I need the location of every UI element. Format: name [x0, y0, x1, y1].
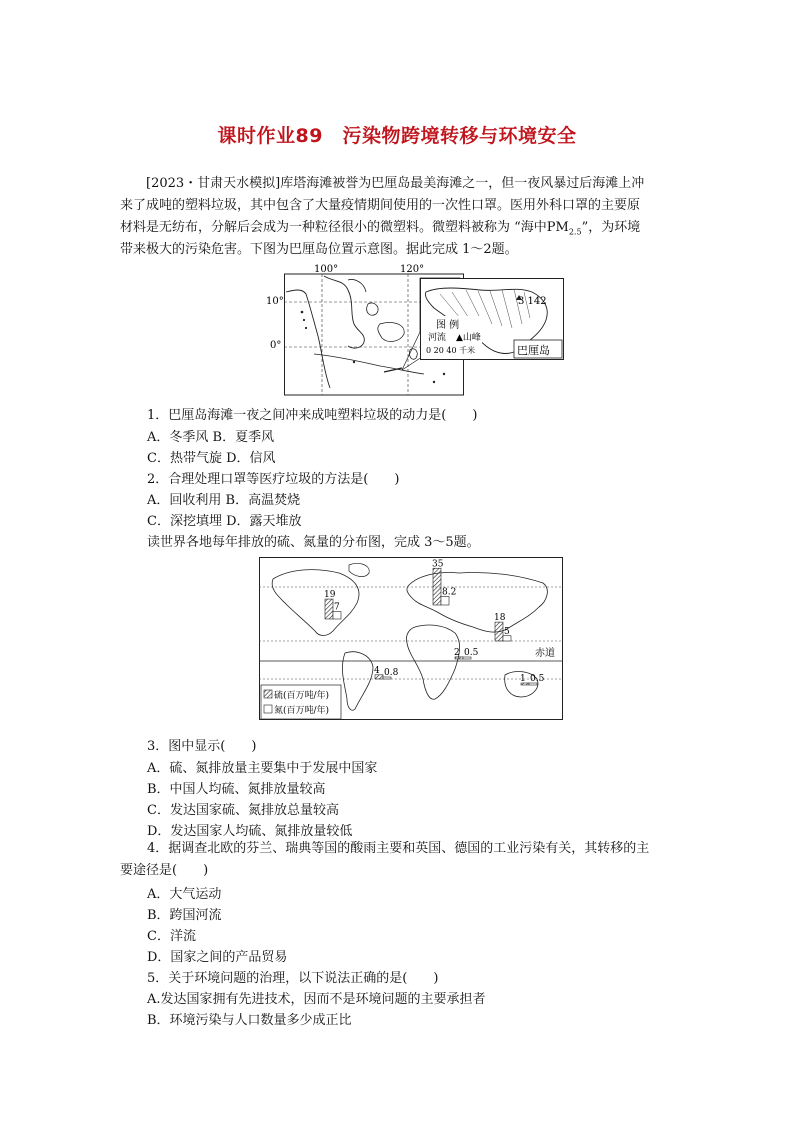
intro-line-3: 材料是无纺布，分解后会成为一种粒径很小的微塑料。微塑料被称为 “海中$PM_{2.5}$”，为环境 — [120, 220, 641, 237]
nitrogen-bar-0 — [333, 612, 341, 619]
intro-line-2: 来了成吨的塑料垃圾，其中包含了大量疫情期间使用的一次性口罩。医用外科口罩的主要原 — [120, 198, 641, 213]
question-3: 3．图中显示( ) — [147, 739, 257, 754]
nitrogen-label-0: 7 — [334, 602, 340, 613]
legend-nitrogen: 氮(百万吨/年) — [274, 706, 330, 716]
lead-q3-5: 读世界各地每年排放的硫、氮量的分布图，完成 3～5题。 — [147, 535, 480, 550]
q4-option-a: A．大气运动 — [147, 887, 222, 902]
legend-swatch-sulfur — [264, 690, 272, 698]
q4-option-b: B．跨国河流 — [147, 908, 222, 923]
world-emission-map — [259, 557, 563, 720]
question-2: 2．合理处理口罩等医疗垃圾的方法是( ) — [147, 472, 400, 487]
legend-sulfur: 硫(百万吨/年) — [274, 691, 330, 701]
equator-label: 赤道 — [535, 648, 555, 659]
q2-option-row-2: C．深挖填埋 D．露天堆放 — [147, 514, 302, 529]
q5-option-a: A.发达国家拥有先进技术，因而不是环境问题的主要承担者 — [147, 992, 486, 1007]
lon-label-120: 120° — [400, 264, 425, 275]
q3-option-c: C．发达国家硫、氮排放总量较高 — [147, 803, 339, 818]
q3-option-a: A．硫、氮排放量主要集中于发展中国家 — [147, 761, 378, 776]
sulfur-label-2: 18 — [494, 613, 506, 624]
question-4: 4．据调查北欧的芬兰、瑞典等国的酸雨主要和英国、德国的工业污染有关，其转移的主要途径是( ) — [120, 841, 650, 878]
peak-elevation: 3 142 — [518, 296, 547, 307]
sulfur-label-3: 2 — [454, 647, 460, 658]
sulfur-label-0: 19 — [324, 590, 336, 601]
sulfur-label-4: 4 — [374, 665, 380, 676]
nitrogen-label-1: 8.2 — [442, 587, 457, 598]
q2-option-row-1: A．回收利用 B．高温焚烧 — [147, 493, 301, 508]
intro-line-1: [2023・甘肃天水模拟]库塔海滩被誉为巴厘岛最美海滩之一，但一夜风暴过后海滩上冲 — [146, 176, 645, 191]
q3-option-b: B．中国人均硫、氮排放量较高 — [147, 782, 326, 797]
q5-option-b: B．环境污染与人口数量多少成正比 — [147, 1013, 352, 1028]
nitrogen-label-4: 0.8 — [384, 668, 399, 678]
question-1: 1．巴厘岛海滩一夜之间冲来成吨塑料垃圾的动力是( ) — [147, 408, 478, 423]
sulfur-label-5: 1 — [520, 674, 526, 684]
scale-bar: 0 20 40 千米 — [426, 346, 476, 355]
intro-line-4: 带来极大的污染危害。下图为巴厘岛位置示意图。据此完成 1～2题。 — [120, 242, 518, 257]
q3-option-d: D．发达国家人均硫、氮排放量较低 — [147, 824, 353, 839]
sulfur-bar-0 — [325, 599, 333, 619]
nitrogen-bar-1 — [441, 596, 449, 605]
q4-option-c: C．洋流 — [147, 929, 196, 944]
legend-swatch-nitrogen — [264, 705, 272, 713]
nitrogen-label-5: 0.5 — [530, 674, 545, 684]
sulfur-label-1: 35 — [432, 559, 444, 570]
lat-label-10: 10° — [266, 296, 284, 307]
page-title: 课时作业89 污染物跨境转移与环境安全 — [217, 125, 577, 147]
legend-peak: ▲山峰 — [456, 333, 481, 343]
lon-label-100: 100° — [314, 264, 339, 275]
q1-option-row-1: A．冬季风 B．夏季风 — [147, 430, 275, 445]
pm-subscript: 2.5 — [568, 227, 582, 237]
bali-inset-map — [420, 278, 564, 360]
sulfur-bar-2 — [495, 622, 503, 641]
nitrogen-label-3: 0.5 — [464, 648, 479, 658]
sulfur-bar-1 — [433, 568, 441, 605]
lat-label-0: 0° — [270, 340, 282, 351]
legend-river: 河流 — [428, 333, 447, 343]
nitrogen-label-2: 5 — [504, 626, 510, 637]
q4-option-d: D．国家之间的产品贸易 — [147, 950, 288, 965]
q1-option-row-2: C．热带气旋 D．信风 — [147, 451, 276, 466]
question-5: 5．关于环境问题的治理，以下说法正确的是( ) — [147, 971, 439, 986]
bali-label: 巴厘岛 — [517, 344, 550, 357]
legend-title: 图 例 — [436, 320, 460, 331]
